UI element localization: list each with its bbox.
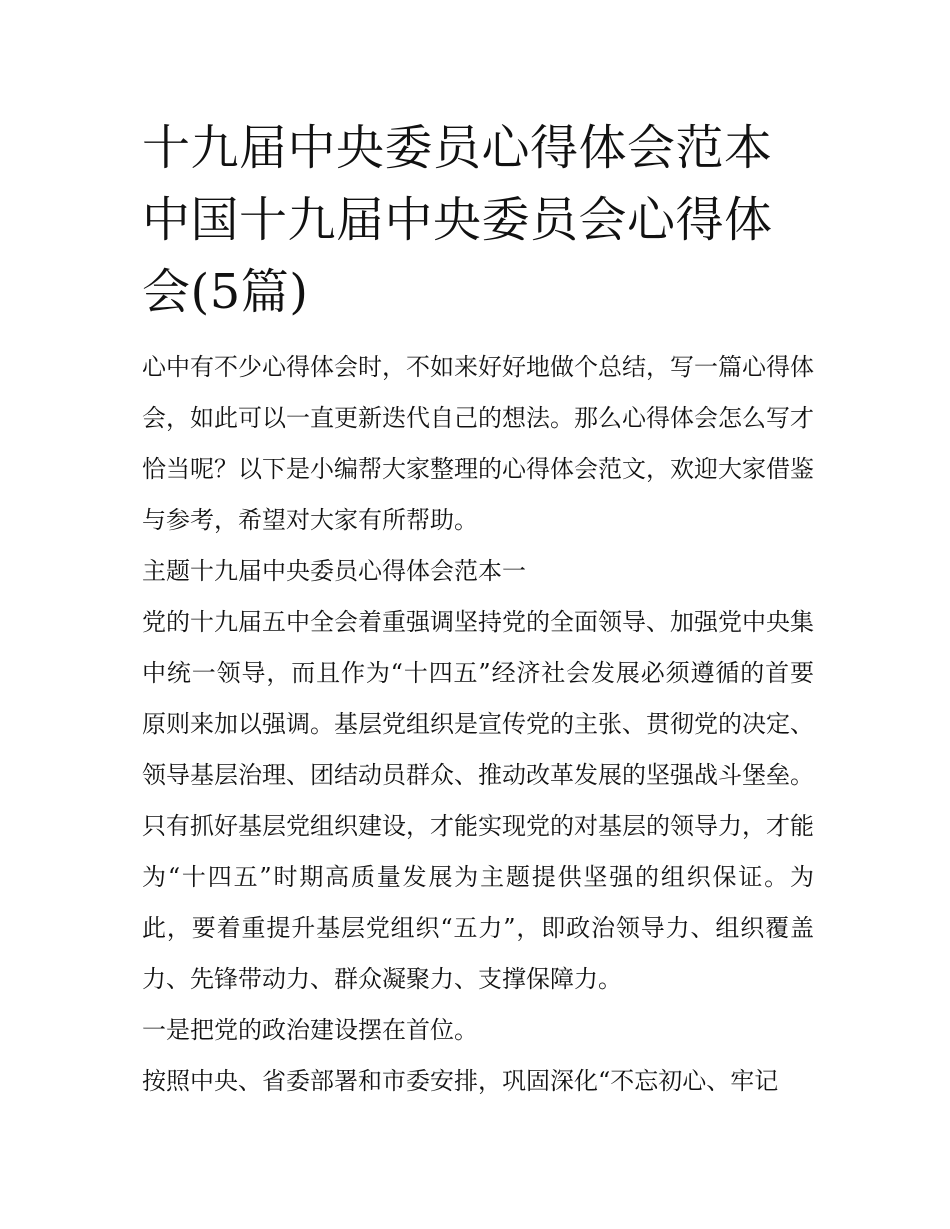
document-page <box>142 112 814 1107</box>
intro-paragraph: 心中有不少心得体会时，不如来好好地做个总结，写一篇心得体会，如此可以一直更新迭代自己的想法。那么心得体会怎么写才恰当呢？以下是小编帮大家整理的心得体会范文，欢迎大家借鉴与参考，希望对大家有所帮助。 <box>142 353 814 534</box>
section-heading: 主题十九届中央委员心得体会范本一 <box>142 557 526 585</box>
body-paragraph-1: 党的十九届五中全会着重强调坚持党的全面领导、加强党中央集中统一领导，而且作为“十四五”经济社会发展必须遵循的首要原则来加以强调。基层党组织是宣传党的主张、贯彻党的决定、领导基层治理、团结动员群众、推动改革发展的坚强战斗堡垒。只有抓好基层党组织建设，才能实现党的对基层的领导力，才能为“十四五”时期高质量发展为主题提供坚强的组织保证。为此，要着重提升基层党组织“五力”，即政治领导力、组织覆盖力、先锋带动力、群众凝聚力、支撑保障力。 <box>142 608 814 993</box>
body-paragraph-2: 按照中央、省委部署和市委安排，巩固深化“不忘初心、牢记 <box>142 1067 779 1095</box>
point-heading-1: 一是把党的政治建设摆在首位。 <box>142 1016 478 1044</box>
document-title: 十九届中央委员心得体会范本中国十九届中央委员会心得体会(5篇) <box>142 120 773 320</box>
